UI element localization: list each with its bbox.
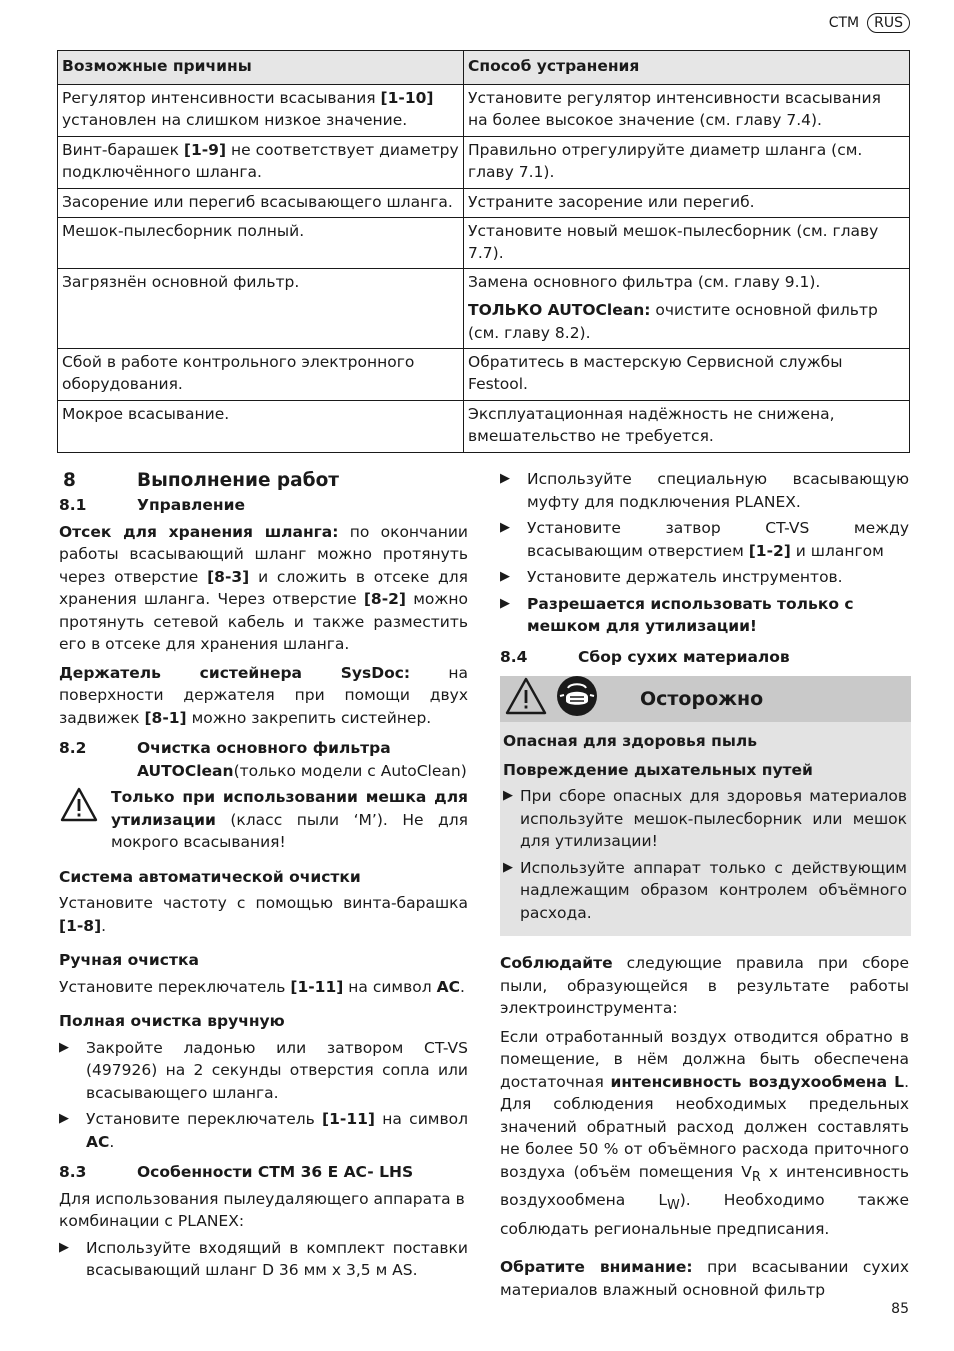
list-item: ▶ Установите затвор CT-VS между всасывающим отверстием [1-2] и шлангом [500,517,909,562]
bullet-arrow-icon: ▶ [59,1039,69,1055]
caution-header [500,676,911,722]
section-8-4-heading: 8.4 Сбор сухих материалов [500,647,790,666]
model-label: CTM [828,15,860,31]
table-cell: Обратитесь в мастерскую Сервисной службы Festool. [464,348,910,400]
warning-icon [59,786,101,854]
bullet-arrow-icon: ▶ [500,520,510,535]
table-cell: Замена основного фильтра (см. главу 9.1). ТОЛЬКО AUTOClean: очистите основной фильтр (см. главу 8.2). [464,268,910,348]
list-item: ▶ Разрешается использовать только с мешком для утилизации! [500,593,909,638]
auto-clean-heading: Система автоматической очистки [59,867,361,886]
table-row [58,268,910,348]
list-item: ▶ При сборе опасных для здоровья материалов используйте мешок-пылесборник или мешок для утилизации! [503,785,907,853]
table-cell: Загрязнён основной фильтр. [58,268,464,348]
full-manual-clean-heading: Полная очистка вручную [59,1012,285,1030]
bullet-arrow-icon: ▶ [503,859,513,875]
section-8-2-heading: 8.2 Очистка основного фильтра [59,739,391,757]
caution-box [500,676,911,936]
warning-note: Только при использовании мешка для утилизации (класс пыли ‘M’). Не для мокрого всасывания! [59,786,468,854]
table-row [58,84,910,136]
table-cell: Винт-барашек [1-9] не соответствует диаметру подключённого шланга. [58,136,464,188]
table-row [58,400,910,452]
manual-clean-heading: Ручная очистка [59,951,199,969]
left-column [59,468,468,1282]
table-header-row [58,51,910,85]
table-row [58,217,910,268]
page-header [829,12,910,35]
table-cell: Устраните засорение или перегиб. [464,188,910,217]
hose-storage-paragraph: Отсек для хранения шланга: по окончании работы всасывающий шланг можно протянуть через отверстие [8-3] и сложить в отсеке для хранения шланга. Через отверстие [8-2] можно протянуть сетевой кабель и также разместить его в отсеке для хранения шланга. [59,522,468,653]
table-cell: Правильно отрегулируйте диаметр шланга (см. главу 7.1). [464,136,910,188]
table-cell: Установите новый мешок-пылесборник (см. главу 7.7). [464,217,910,268]
list-item: ▶ Установите переключатель [1-11] на символ AC. [59,1108,468,1153]
note-paragraph: Обратите внимание: при всасывании сухих материалов влажный основной фильтр [500,1258,909,1299]
bullet-arrow-icon: ▶ [500,569,510,584]
table-cell: Сбой в работе контрольного электронного оборудования. [58,348,464,400]
rules-paragraph: Соблюдайте следующие правила при сборе пыли, образующейся в результате работы электроинструмента: [500,954,909,1017]
manual-clean-text: Установите переключатель [1-11] на символ AC. [59,977,465,996]
page-number: 85 [891,1301,909,1317]
table-row [58,348,910,400]
troubleshooting-table [57,50,910,453]
caution-body [500,722,911,936]
section-8-heading: 8 Выполнение работ [63,470,340,491]
right-column [500,468,909,1301]
section-8-3-heading: 8.3 Особенности CTM 36 E AC- LHS [59,1163,414,1181]
language-badge: RUS [867,13,910,33]
caution-hazard: Опасная для здоровья пыль [503,732,758,750]
table-row [58,136,910,188]
planex-paragraph: Для использования пылеудаляющего аппарата в комбинации с PLANEX: [59,1189,465,1230]
respirator-mask-icon [556,675,598,724]
warning-icon [504,676,548,723]
bullet-arrow-icon: ▶ [59,1239,69,1255]
bullet-arrow-icon: ▶ [500,471,510,486]
table-cell: Мокрое всасывание. [58,400,464,452]
caution-title: Осторожно [640,687,764,710]
bullet-arrow-icon: ▶ [59,1111,69,1126]
list-item: ▶ Используйте специальную всасывающую муфту для подключения PLANEX. [500,468,909,513]
table-cell: Мешок-пылесборник полный. [58,217,464,268]
table-cell: Установите регулятор интенсивности всасывания на более высокое значение (см. главу 7.4). [464,84,910,136]
section-8-1-heading: 8.1 Управление [59,496,245,514]
table-cell: Засорение или перегиб всасывающего шланга. [58,188,464,217]
caution-consequence: Повреждение дыхательных путей [503,760,813,779]
table-cell: Регулятор интенсивности всасывания [1-10] установлен на слишком низкое значение. [58,84,464,136]
list-item: ▶ Установите держатель инструментов. [500,566,909,589]
table-header-remedy: Способ устранения [464,51,910,85]
auto-clean-text: Установите частоту с помощью винта-барашка [1-8]. [59,894,468,935]
list-item: ▶ Используйте аппарат только с действующим надлежащим образом контролем объёмного расхода. [503,857,907,925]
list-item: ▶ Используйте входящий в комплект поставки всасывающий шланг D 36 мм x 3,5 м AS. [59,1237,468,1282]
table-cell: Эксплуатационная надёжность не снижена, вмешательство не требуется. [464,400,910,452]
section-8-2-subtitle: AUTOClean(только модели с AutoClean) [137,761,467,780]
sysdoc-paragraph: Держатель систейнера SysDoc: на поверхности держателя при помощи двух задвижек [8-1] можно закрепить систейнер. [59,663,468,727]
bullet-arrow-icon: ▶ [500,595,510,611]
table-header-causes: Возможные причины [58,51,464,85]
bullet-arrow-icon: ▶ [503,788,513,803]
table-row [58,188,910,217]
air-exchange-paragraph: Если отработанный воздух отводится обратно в помещение, в нём должна быть обеспечена достаточная интенсивность воздухообмена L. Для соблюдения необходимых предельных значений обратный расход должен составлять не более 50 % от объёмного расхода приточного воздуха (объём помещения $V_R$ x интенсивность воздухообмена $L_W$). Необходимо также соблюдать региональные предписания. [500,1027,909,1238]
list-item: ▶ Закройте ладонью или затвором CT-VS (497926) на 2 секунды отверстия сопла или всасывающего шланга. [59,1037,468,1105]
